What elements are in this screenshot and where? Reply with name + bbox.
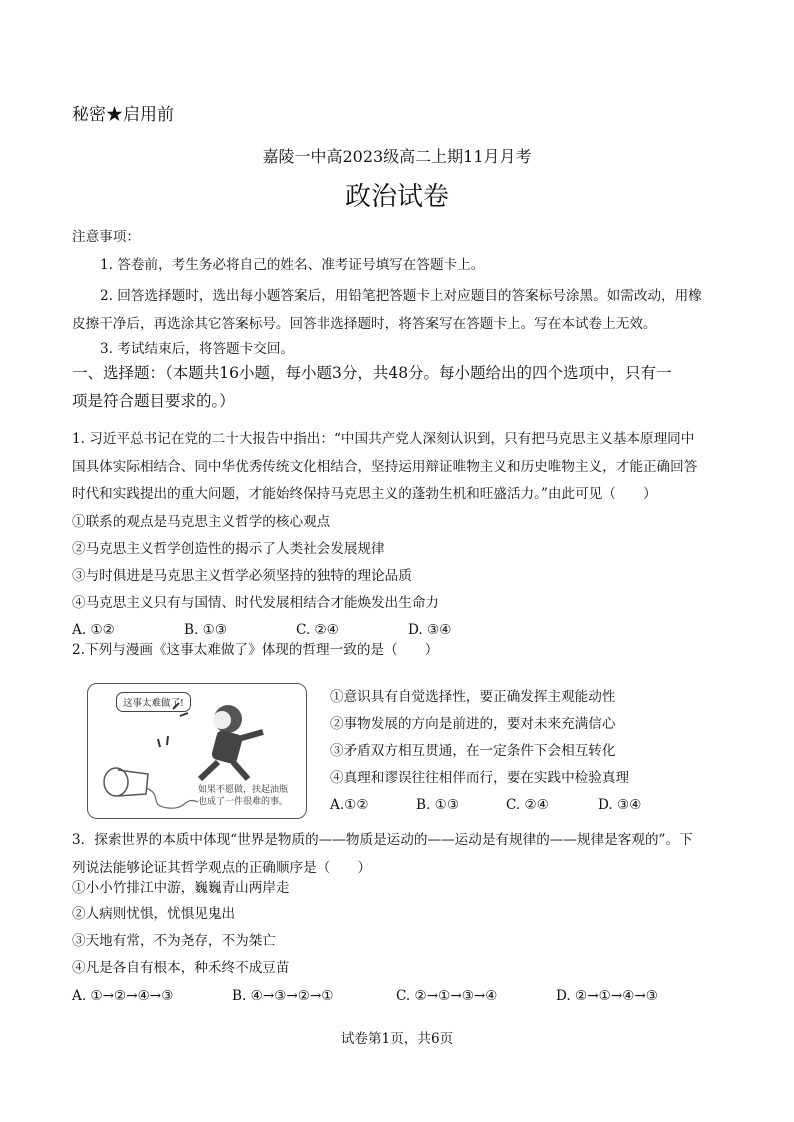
question-3-item: ③天地有常，不为尧存，不为桀亡 — [72, 933, 276, 949]
page-title: 政治试卷 — [344, 182, 449, 212]
question-1-item: ②马克思主义哲学创造性的揭示了人类社会发展规律 — [72, 541, 385, 557]
option-b[interactable]: B. ④→③→②→① — [232, 988, 334, 1004]
caption-line: 也成了一件很难的事。 — [198, 797, 289, 807]
question-3-item: ②人病则忧惧，忧惧见鬼出 — [72, 906, 236, 922]
question-2-item: ④真理和谬误往往相伴而行，要在实践中检验真理 — [330, 770, 630, 786]
note-item: 皮擦干净后，再选涂其它答案标号。回答非选择题时，将答案写在答题卡上。写在本试卷上无效。 — [72, 316, 657, 332]
question-3-item: ①小小竹排江中游，巍巍青山两岸走 — [72, 880, 290, 896]
note-item: 1. 答卷前，考生务必将自己的姓名、准考证号填写在答题卡上。 — [100, 257, 485, 273]
question-2-options — [330, 796, 641, 814]
question-1-item: ①联系的观点是马克思主义哲学的核心观点 — [72, 514, 331, 530]
caption-line: 如果不愿做，扶起油瓶 — [198, 785, 289, 795]
question-2-item: ③矛盾双方相互贯通，在一定条件下会相互转化 — [330, 743, 616, 759]
question-3-stem: 列说法能够论证其哲学观点的正确顺序是（ ） — [72, 860, 372, 876]
option-d[interactable]: D. ②→①→④→③ — [556, 988, 658, 1004]
notes-heading: 注意事项： — [72, 229, 140, 245]
question-3-item: ④凡是各自有根本，种禾终不成豆苗 — [72, 960, 290, 976]
question-1-item: ④马克思主义只有与国情、时代发展相结合才能焕发出生命力 — [72, 595, 440, 611]
option-c[interactable]: C. ②④ — [296, 622, 339, 638]
option-d[interactable]: D. ③④ — [408, 622, 452, 638]
cartoon-image — [87, 683, 307, 819]
option-a[interactable]: A. ①② — [72, 622, 115, 638]
question-2-stem: 2.下列与漫画《这事太难做了》体现的哲理一致的是（ ） — [72, 642, 439, 658]
option-d[interactable]: D. ③④ — [598, 797, 642, 813]
question-1-stem: 国具体实际相结合、同中华优秀传统文化相结合，坚持运用辩证唯物主义和历史唯物主义，才能正确回答 — [72, 459, 698, 475]
question-1-options — [72, 621, 451, 639]
option-c[interactable]: C. ②④ — [506, 797, 549, 813]
section-heading-cont: 项是符合题目要求的。） — [72, 392, 235, 410]
page-footer: 试卷第1页，共6页 — [340, 1031, 454, 1047]
question-2-item: ①意识具有自觉选择性，要正确发挥主观能动性 — [330, 689, 616, 705]
cartoon-caption — [198, 784, 288, 808]
question-1-stem: 时代和实践提出的重大问题，才能始终保持马克思主义的蓬勃生机和旺盛活力。”由此可见（ ） — [72, 486, 657, 502]
note-item: 3. 考试结束后，将答题卡交回。 — [100, 341, 295, 357]
option-b[interactable]: B. ①③ — [416, 797, 460, 813]
question-3-stem: 3．探索世界的本质中体现“世界是物质的——物质是运动的——运动是有规律的——规律是客观的”。下 — [72, 832, 693, 848]
confidential-label: 秘密★启用前 — [72, 105, 174, 125]
exam-title: 嘉陵一中高2023级高二上期11月月考 — [262, 147, 532, 166]
option-a[interactable]: A. ①→②→④→③ — [72, 988, 174, 1004]
option-c[interactable]: C. ②→①→③→④ — [396, 988, 498, 1004]
question-3-options — [72, 987, 658, 1005]
question-1-stem: 1. 习近平总书记在党的二十大报告中指出：“中国共产党人深刻认识到，只有把马克思主义基本原理同中 — [72, 431, 695, 447]
section-heading: 一、选择题：（本题共16小题，每小题3分，共48分。每小题给出的四个选项中，只有一 — [72, 364, 672, 382]
speech-bubble: 这事太难做了! — [116, 692, 191, 712]
option-b[interactable]: B. ①③ — [184, 622, 228, 638]
question-2-item: ②事物发展的方向是前进的，要对未来充满信心 — [330, 716, 616, 732]
option-a[interactable]: A.①② — [330, 797, 369, 813]
question-1-item: ③与时俱进是马克思主义哲学必须坚持的独特的理论品质 — [72, 568, 412, 584]
note-item: 2. 回答选择题时，选出每小题答案后，用铅笔把答题卡上对应题目的答案标号涂黑。如需改动，用橡 — [100, 288, 702, 304]
